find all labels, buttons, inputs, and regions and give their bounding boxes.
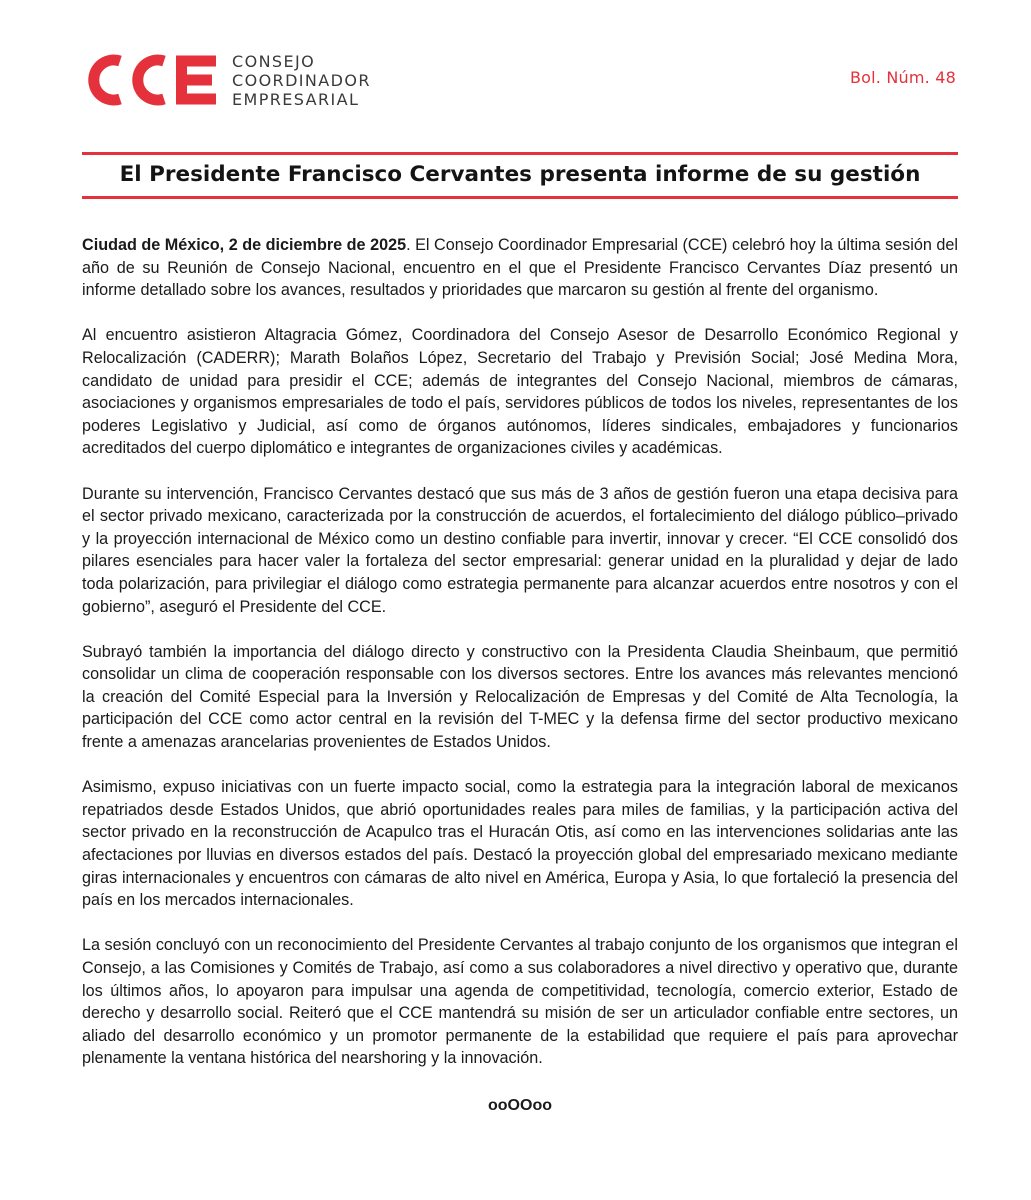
logo-word-3: EMPRESARIAL (232, 90, 360, 109)
header (80, 46, 960, 116)
paragraph-1-text: . El Consejo Coordinador Empresarial (CCE) celebró hoy la última sesión del año de su Reunión de Consejo Nacional, encuentro en el que el Presidente Francisco Cervantes Díaz presentó un informe detallado sobre los avances, resultados y prioridades que marcaron su gestión al frente del organismo. (82, 236, 958, 300)
paragraph-2: Al encuentro asistieron Altagracia Gómez, Coordinadora del Consejo Asesor de Desarrollo Económico Regional y Relocalización (CADERR); Marath Bolaños López, Secretario del Trabajo y Previsión Social; José Medina Mora, candidato de unidad para presidir el CCE; además de integrantes del Consejo Nacional, miembros de cámaras, asociaciones y organismos empresariales de todo el país, servidores públicos de todos los niveles, representantes de los poderes Legislativo y Judicial, así como de órganos autónomos, líderes sindicales, embajadores y funcionarios acreditados del cuerpo diplomático e integrantes de organizaciones civiles y académicas. (82, 326, 958, 458)
paragraph-3: Durante su intervención, Francisco Cervantes destacó que sus más de 3 años de gestión fueron una etapa decisiva para el sector privado mexicano, caracterizada por la construcción de acuerdos, el fortalecimiento del diálogo público–privado y la proyección internacional de México como un destino confiable para invertir, innovar y crecer. “El CCE consolidó dos pilares esenciales para hacer valer la fortaleza del sector empresarial: generar unidad en la pluralidad y dejar de lado toda polarización, para privilegiar el diálogo como estrategia permanente para alcanzar acuerdos entre nosotros y con el gobierno”, aseguró el Presidente del CCE. (82, 484, 958, 616)
title-rule-bottom (82, 196, 958, 199)
paragraph-6: La sesión concluyó con un reconocimiento del Presidente Cervantes al trabajo conjunto de los organismos que integran el Consejo, a las Comisiones y Comités de Trabajo, así como a sus colaboradores a nivel directivo y operativo que, durante los últimos años, lo apoyaron para impulsar una agenda de competitividad, tecnología, comercio exterior, Estado de derecho y desarrollo social. Reiteró que el CCE mantendrá su misión de ser un articulador confiable entre sectores, un aliado del desarrollo económico y un promotor permanente de la estabilidad que requiere el país para aprovechar plenamente la ventana histórica del nearshoring y la innovación. (82, 936, 958, 1068)
bulletin-number: Bol. Núm. 48 (849, 68, 956, 87)
paragraph-1 (82, 234, 958, 302)
cce-logo-mark (80, 50, 218, 110)
closing-mark: ooOOoo (488, 1097, 552, 1114)
document-title: El Presidente Francisco Cervantes presenta informe de su gestión (119, 162, 921, 187)
cce-logo (80, 46, 380, 112)
logo-wordmark (232, 52, 371, 109)
dateline: Ciudad de México, 2 de diciembre de 2025 (82, 236, 407, 254)
paragraph-4: Subrayó también la importancia del diálogo directo y constructivo con la Presidenta Claudia Sheinbaum, que permitió consolidar un clima de cooperación responsable con los diversos sectores. Entre los avances más relevantes mencionó la creación del Comité Especial para la Inversión y Relocalización de Empresas y del Comité de Alta Tecnología, la participación del CCE como actor central en la revisión del T-MEC y la defensa firme del sector productivo mexicano frente a amenazas arancelarias provenientes de Estados Unidos. (82, 642, 958, 752)
paragraph-5: Asimismo, expuso iniciativas con un fuerte impacto social, como la estrategia para la integración laboral de mexicanos repatriados desde Estados Unidos, que abrió oportunidades reales para miles de familias, y la participación activa del sector privado en la reconstrucción de Acapulco tras el Huracán Otis, así como en las intervenciones solidarias ante las afectaciones por lluvias en diversos estados del país. Destacó la proyección global del empresariado mexicano mediante giras internacionales y encuentros con cámaras de alto nivel en América, Europa y Asia, lo que fortaleció la presencia del país en los mercados internacionales. (82, 778, 958, 910)
body-text (82, 234, 958, 1093)
logo-word-1: CONSEJO (232, 52, 316, 71)
logo-word-2: COORDINADOR (232, 71, 371, 90)
title-rule-top (82, 152, 958, 155)
